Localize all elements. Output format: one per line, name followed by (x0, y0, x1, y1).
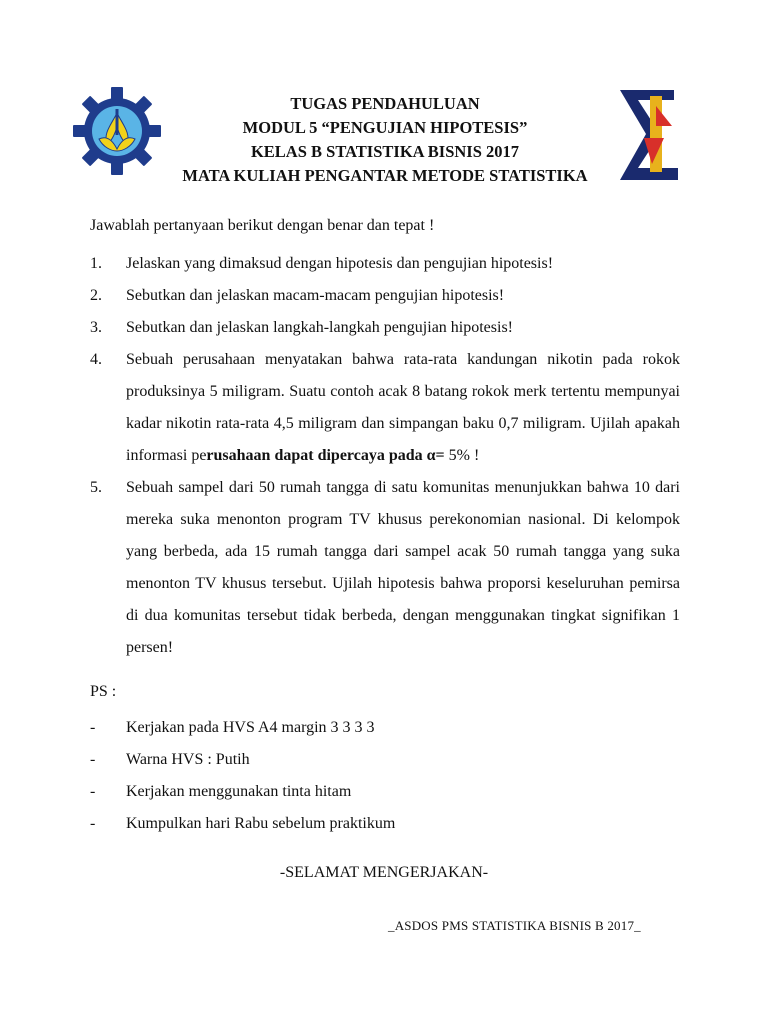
question-list (90, 248, 680, 664)
question-number: 4. (90, 351, 102, 368)
note-item (90, 712, 680, 744)
note-dash: - (90, 815, 96, 832)
header-title: TUGAS PENDAHULUAN (290, 94, 480, 113)
note-text: Kerjakan menggunakan tinta hitam (126, 783, 352, 800)
question-number: 5. (90, 479, 102, 496)
note-dash: - (90, 751, 96, 768)
signature-text: _ASDOS PMS STATISTIKA BISNIS B 2017_ (388, 918, 641, 933)
header-course: MATA KULIAH PENGANTAR METODE STATISTIKA (182, 166, 588, 185)
note-item (90, 776, 680, 808)
question-text-tail: 5% ! (444, 447, 480, 464)
question-item (90, 344, 680, 472)
question-item (90, 280, 680, 312)
question-number: 3. (90, 319, 102, 336)
its-gear-emblem-icon (72, 86, 162, 176)
question-text: Sebuah perusahaan menyatakan bahwa rata-rata kandungan nikotin pada rokok produksinya 5 miligram. Suatu contoh acak 8 batang rokok merk tertentu mempunyai kadar nikotin rata-rata 4,5 miligram dan simpangan baku 0,7 miligram. Ujilah apakah informasi pe (126, 351, 680, 464)
note-text: Kerjakan pada HVS A4 margin 3 3 3 3 (126, 719, 375, 736)
header-module: MODUL 5 “PENGUJIAN HIPOTESIS” (242, 118, 528, 137)
question-item (90, 248, 680, 280)
question-number: 1. (90, 255, 102, 272)
question-text: Sebutkan dan jelaskan macam-macam pengujian hipotesis! (126, 287, 505, 304)
note-dash: - (90, 783, 96, 800)
sigma-statistics-logo-icon (616, 86, 686, 182)
notes-list (90, 712, 680, 840)
question-text: Sebutkan dan jelaskan langkah-langkah pengujian hipotesis! (126, 319, 514, 336)
question-text-bold: rusahaan dapat dipercaya pada α= (206, 447, 445, 464)
question-item (90, 472, 680, 664)
header-class: KELAS B STATISTIKA BISNIS 2017 (250, 142, 520, 161)
question-number: 2. (90, 287, 102, 304)
note-text: Kumpulkan hari Rabu sebelum praktikum (126, 815, 396, 832)
document-header (160, 92, 610, 188)
note-dash: - (90, 719, 96, 736)
ps-label: PS : (90, 683, 117, 700)
closing-text: -SELAMAT MENGERJAKAN- (279, 864, 489, 881)
question-text: Sebuah sampel dari 50 rumah tangga di satu komunitas menunjukkan bahwa 10 dari mereka suka menonton program TV khusus perekonomian nasional. Di kelompok yang berbeda, ada 15 rumah tangga dari sampel acak 50 rumah tangga yang suka menonton TV khusus tersebut. Ujilah hipotesis bahwa proporsi keseluruhan pemirsa di dua komunitas tersebut tidak berbeda, dengan menggunakan tingkat signifikan 1 persen! (126, 479, 680, 656)
note-text: Warna HVS : Putih (126, 751, 250, 768)
note-item (90, 808, 680, 840)
note-item (90, 744, 680, 776)
question-text: Jelaskan yang dimaksud dengan hipotesis dan pengujian hipotesis! (126, 255, 554, 272)
instruction-text: Jawablah pertanyaan berikut dengan benar dan tepat ! (90, 217, 435, 234)
question-item (90, 312, 680, 344)
